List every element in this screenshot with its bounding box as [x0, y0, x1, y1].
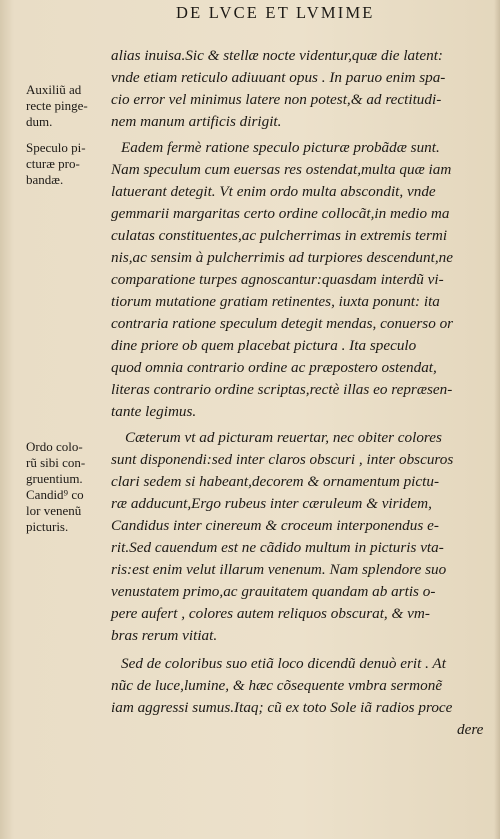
catchword-line: dere	[457, 721, 484, 738]
text-line: ris:est enim velut illarum venenum. Nam splendore suo	[111, 561, 447, 578]
margin-note-auxilium-line-3: dum.	[26, 114, 53, 129]
margin-note-ordo-line-2: rũ sibi con-	[26, 455, 86, 470]
margin-note-ordo-line-4: Candid⁹ co	[26, 487, 84, 502]
text-line: venustatem primo,ac grauitatem quandam ab artis o-	[111, 583, 436, 600]
text-line: nũc de luce,lumine, & hæc cõsequente vmbra sermonẽ	[111, 677, 443, 694]
text-line: rit.Sed cauendum est ne cãdido multum in picturis vta-	[111, 539, 444, 556]
running-title: DE LVCE ET LVMIME	[176, 3, 375, 22]
text-line: gemmarii margaritas certo ordine collocãt,in medio ma	[111, 205, 450, 222]
margin-note-auxilium-line-2: recte pinge-	[26, 98, 88, 113]
text-line: nis,ac sensim à pulcherrimis ad turpiores descendunt,ne	[111, 249, 453, 266]
text-line: Candidus inter cinereum & croceum interponendus e-	[111, 517, 439, 534]
paragraph-start-line: Sed de coloribus suo etiã loco dicendũ denuò erit . At	[121, 655, 446, 672]
text-line: vnde etiam reticulo adiuuant opus . In paruo enim spa-	[111, 69, 446, 86]
text-line: contraria ratione speculum detegit mendas, conuerso or	[111, 315, 454, 332]
text-line: quod omnia contrario ordine ac præpostero ostendat,	[111, 359, 437, 376]
text-line: literas contrario ordine scriptas,rectè illas eo repræsen-	[111, 381, 453, 398]
text-line: sunt disponendi:sed inter claros obscuri , inter obscuros	[111, 451, 454, 468]
text-line: tante legimus.	[111, 403, 197, 420]
paragraph-start-line: Eadem fermè ratione speculo picturæ probãdæ sunt.	[121, 139, 440, 156]
text-line: clari sedem si habeant,decorem & ornamentum pictu-	[111, 473, 440, 490]
margin-note-speculo-line-1: Speculo pi-	[26, 140, 86, 155]
text-line: dine priore ob quem placebat pictura . Ita speculo	[111, 337, 417, 354]
margin-note-speculo-line-2: cturæ pro-	[26, 156, 80, 171]
text-line: culatas constituentes,ac pulcherrimas in extremis termi	[111, 227, 448, 244]
margin-note-ordo-line-3: gruentium.	[26, 471, 83, 486]
text-line: iam aggressi sumus.Itaq; cũ ex toto Sole iã radios proce	[111, 699, 453, 716]
text-line: Nam speculum cum euersas res ostendat,multa quæ iam	[111, 161, 452, 178]
text-line: bras rerum vitiat.	[111, 627, 218, 644]
text-line: nem manum artificis dirigit.	[111, 113, 282, 130]
text-line: cio error vel minimus latere non potest,& ad rectitudi-	[111, 91, 442, 108]
margin-note-speculo-line-3: bandæ.	[26, 172, 64, 187]
text-line: tiorum mutatione gratiam retinentes, iuxta ponunt: ita	[111, 293, 440, 310]
paragraph-start-line: Cæterum vt ad picturam reuertar, nec obiter colores	[125, 429, 442, 446]
margin-note-ordo-line-5: lor venenũ	[26, 503, 82, 518]
text-line: latuerant detegit. Vt enim ordo multa abscondit, vnde	[111, 183, 436, 200]
text-line: comparatione turpes agnoscantur:quasdam interdũ vi-	[111, 271, 444, 288]
margin-note-ordo-line-6: picturis.	[26, 519, 69, 534]
margin-note-auxilium-line-1: Auxiliũ ad	[26, 82, 82, 97]
text-line: ræ adducunt,Ergo rubeus inter cæruleum & viridem,	[111, 495, 432, 512]
text-line: alias inuisa.Sic & stellæ nocte videntur,quæ die latent:	[111, 47, 443, 64]
margin-note-ordo-line-1: Ordo colo-	[26, 439, 83, 454]
page-edge-shadow	[494, 0, 500, 839]
text-line: pere aufert , colores autem reliquos obscurat, & vm-	[111, 605, 430, 622]
